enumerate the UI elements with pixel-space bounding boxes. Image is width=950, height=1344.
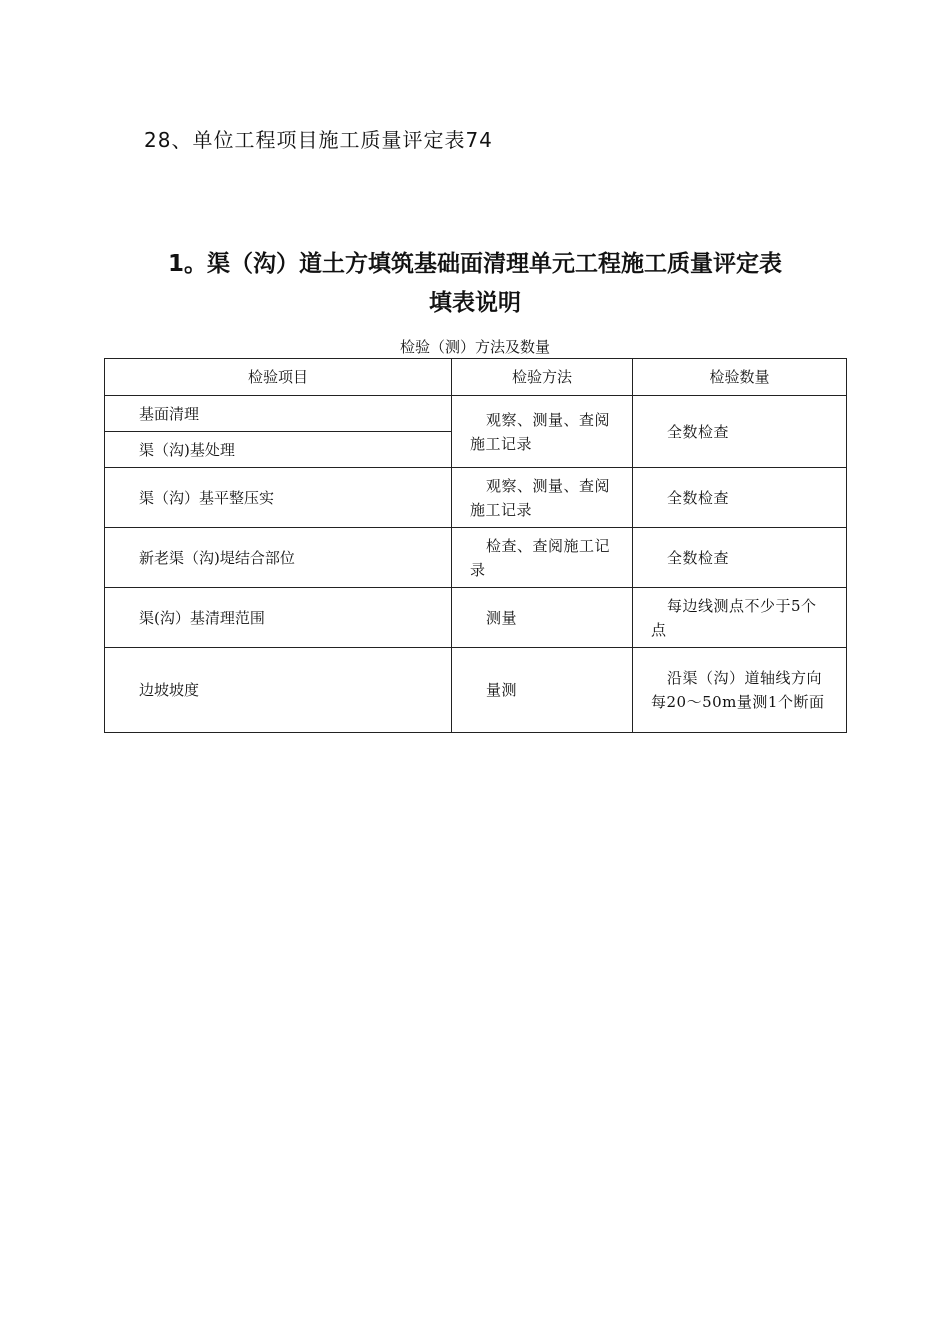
toc-entry: 28、单位工程项目施工质量评定表74: [144, 128, 493, 152]
table-caption: 检验（测）方法及数量: [399, 338, 550, 356]
quantity-cell: 全数检查: [633, 528, 847, 588]
method-cell: 测量: [452, 588, 633, 648]
method-cell: 观察、测量、查阅施工记录: [452, 396, 633, 468]
table-row: [105, 468, 847, 528]
item-cell: 边坡坡度: [105, 648, 452, 733]
item-cell: 渠（沟)基处理: [105, 432, 452, 468]
table-header-row: [105, 359, 847, 396]
table-row: [105, 648, 847, 733]
quantity-cell: 全数检查: [633, 468, 847, 528]
page-subtitle: 填表说明: [429, 290, 521, 316]
header-quantity: 检验数量: [633, 359, 847, 396]
item-cell: 渠(沟）基清理范围: [105, 588, 452, 648]
table-row: [105, 588, 847, 648]
header-method: 检验方法: [452, 359, 633, 396]
method-cell: 检查、查阅施工记录: [452, 528, 633, 588]
inspection-table: [104, 358, 847, 733]
quantity-cell: 全数检查: [633, 396, 847, 468]
quantity-cell: 沿渠（沟）道轴线方向每20～50m量测1个断面: [633, 648, 847, 733]
method-cell: 量测: [452, 648, 633, 733]
item-cell: 渠（沟）基平整压实: [105, 468, 452, 528]
header-item: 检验项目: [105, 359, 452, 396]
method-cell: 观察、测量、查阅施工记录: [452, 468, 633, 528]
table-row: [105, 396, 847, 432]
quantity-cell: 每边线测点不少于5个点: [633, 588, 847, 648]
item-cell: 新老渠（沟)堤结合部位: [105, 528, 452, 588]
item-cell: 基面清理: [105, 396, 452, 432]
page-title: 1。渠（沟）道土方填筑基础面清理单元工程施工质量评定表: [167, 251, 782, 277]
table-row: [105, 528, 847, 588]
